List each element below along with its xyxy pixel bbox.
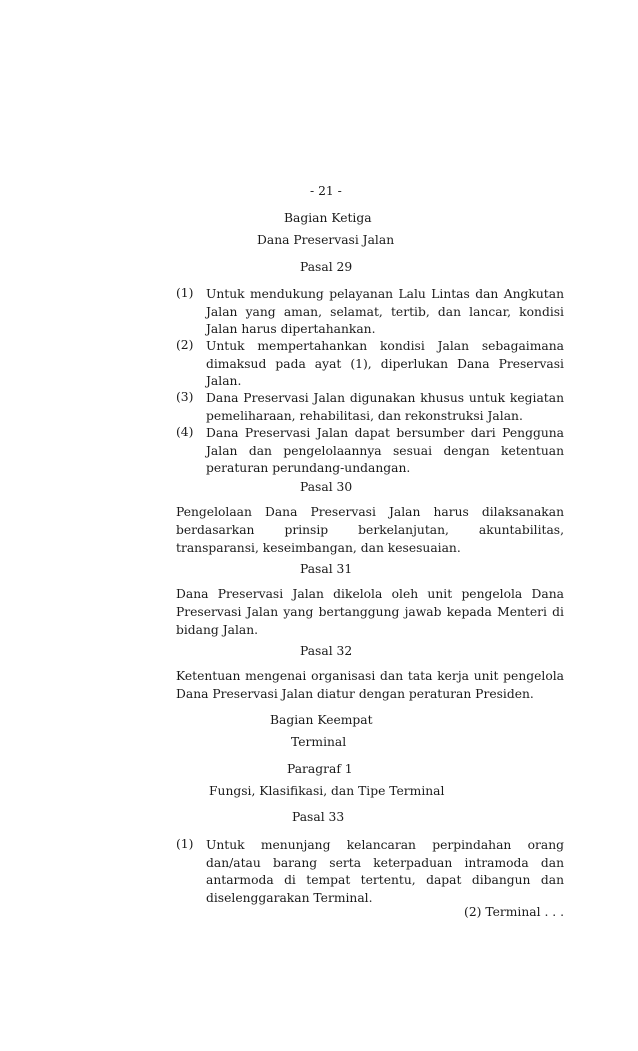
list-item — [176, 338, 564, 391]
item-text: Dana Preservasi Jalan dapat bersumber dari Pengguna Jalan dan pengelolaannya sesuai dengan ketentuan peraturan perundang-undangan. — [206, 426, 564, 476]
item-text: Untuk menunjang kelancaran perpindahan orang dan/atau barang serta keterpaduan intramoda dan antarmoda di tempat tertentu, dapat dibangun dan diselenggarakan Terminal. — [206, 838, 564, 905]
section-title: Dana Preservasi Jalan — [257, 233, 395, 247]
list-item — [176, 390, 564, 425]
section-heading: Bagian Keempat — [270, 713, 373, 727]
paragraph-heading: Paragraf 1 — [287, 762, 353, 776]
paragraph-title: Fungsi, Klasifikasi, dan Tipe Terminal — [209, 784, 445, 798]
section-title: Terminal — [291, 735, 347, 749]
list-item — [176, 286, 564, 339]
article-heading: Pasal 31 — [300, 562, 353, 576]
article-heading: Pasal 30 — [300, 480, 353, 494]
list-item — [176, 837, 564, 907]
item-number: (1) — [176, 286, 194, 300]
article-heading: Pasal 33 — [292, 810, 345, 824]
page-number: - 21 - — [310, 184, 342, 198]
article-paragraph: Ketentuan mengenai organisasi dan tata kerja unit pengelola Dana Preservasi Jalan diatur dengan peraturan Presiden. — [176, 669, 564, 702]
item-number: (2) — [176, 338, 194, 352]
article-paragraph: Pengelolaan Dana Preservasi Jalan harus dilaksanakan berdasarkan prinsip berkelanjutan, akuntabilitas, transparansi, keseimbangan, dan kesesuaian. — [176, 505, 564, 556]
article-paragraph: Dana Preservasi Jalan dikelola oleh unit pengelola Dana Preservasi Jalan yang bertanggung jawab kepada Menteri di bidang Jalan. — [176, 587, 564, 638]
item-number: (4) — [176, 425, 194, 439]
item-text: Untuk mempertahankan kondisi Jalan sebagaimana dimaksud pada ayat (1), diperlukan Dana Preservasi Jalan. — [206, 339, 564, 389]
section-heading: Bagian Ketiga — [284, 211, 372, 225]
continuation-note: (2) Terminal . . . — [464, 905, 564, 919]
item-text: Untuk mendukung pelayanan Lalu Lintas dan Angkutan Jalan yang aman, selamat, tertib, dan lancar, kondisi Jalan harus dipertahankan. — [206, 287, 564, 337]
item-number: (1) — [176, 837, 194, 851]
article-heading: Pasal 29 — [300, 260, 353, 274]
article-heading: Pasal 32 — [300, 644, 353, 658]
list-item — [176, 425, 564, 478]
item-text: Dana Preservasi Jalan digunakan khusus untuk kegiatan pemeliharaan, rehabilitasi, dan rekonstruksi Jalan. — [206, 391, 564, 423]
item-number: (3) — [176, 390, 194, 404]
